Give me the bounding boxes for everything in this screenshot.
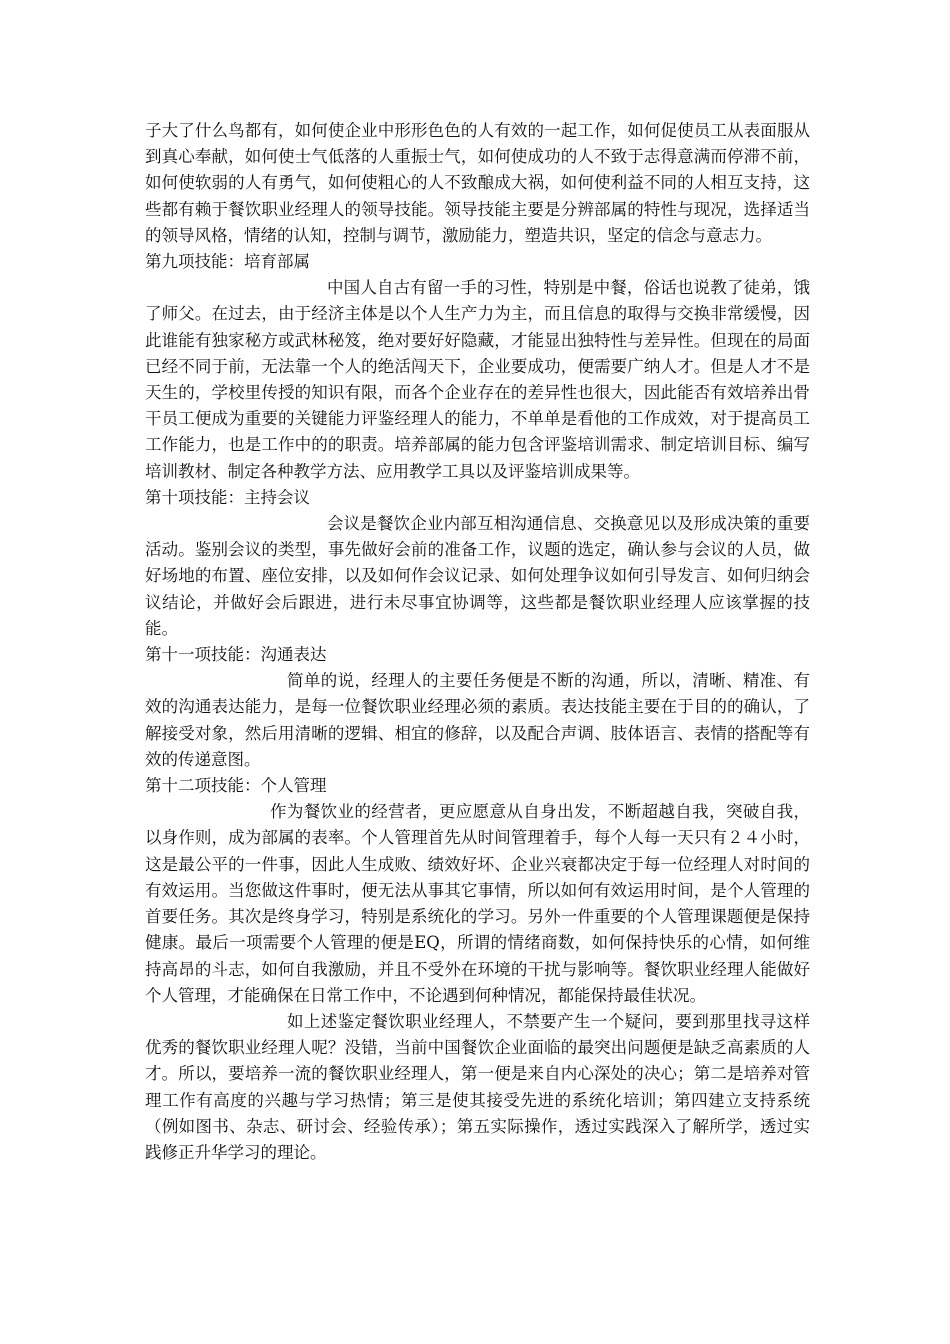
section-body-9: 中国人自古有留一手的习性，特别是中餐，俗话也说教了徒弟，饿了师父。在过去，由于经济主体是以个人生产力为主，而且信息的取得与交换非常缓慢，因此谁能有独家秘方或武林秘笈，绝对要好好隐藏，才能显出独特性与差异性。但现在的局面已经不同于前，无法靠一个人的绝活闯天下，企业要成功，便需要广纳人才。但是人才不是天生的，学校里传授的知识有限，而各个企业存在的差异性也很大，因此能否有效培养出骨干员工便成为重要的关键能力评鉴经理人的能力，不单单是看他的工作成效，对于提高员工工作能力，也是工作中的的职责。培养部属的能力包含评鉴培训需求、制定培训目标、编写培训教材、制定各种教学方法、应用教学工具以及评鉴培训成果等。 (145, 278, 810, 481)
document-page (145, 118, 810, 1166)
section-body-10: 会议是餐饮企业内部互相沟通信息、交换意见以及形成决策的重要活动。鉴别会议的类型，事先做好会前的准备工作，议题的选定，确认参与会议的人员，做好场地的布置、座位安排，以及如何作会议记录、如何处理争议如何引导发言、如何归纳会议结论，并做好会后跟进，进行未尽事宜协调等，这些都是餐饮职业经理人应该掌握的技能。 (145, 514, 810, 638)
section-heading-9: 第九项技能：培育部属 (145, 252, 310, 272)
section-heading-10: 第十项技能：主持会议 (145, 487, 310, 507)
intro-paragraph: 子大了什么鸟都有，如何使企业中形形色色的人有效的一起工作，如何促使员工从表面服从到真心奉献，如何使士气低落的人重振士气，如何使成功的人不致于志得意满而停滞不前，如何使软弱的人有勇气，如何使粗心的人不致酿成大祸，如何使利益不同的人相互支持，这些都有赖于餐饮职业经理人的领导技能。领导技能主要是分辨部属的特性与现况，选择适当的领导风格，情绪的认知，控制与调节，激励能力，塑造共识，坚定的信念与意志力。 (145, 121, 810, 245)
closing-paragraph: 如上述鉴定餐饮职业经理人，不禁要产生一个疑问，要到那里找寻这样优秀的餐饮职业经理人呢？没错，当前中国餐饮企业面临的最突出问题便是缺乏高素质的人才。所以，要培养一流的餐饮职业经理人，第一便是来自内心深处的决心；第二是培养对管理工作有高度的兴趣与学习热情；第三是使其接受先进的系统化培训；第四建立支持系统（例如图书、杂志、研讨会、经验传承）；第五实际操作，透过实践深入了解所学，透过实践修正升华学习的理论。 (145, 1011, 810, 1162)
section-heading-11: 第十一项技能：沟通表达 (145, 645, 327, 665)
section-heading-12: 第十二项技能：个人管理 (145, 776, 327, 796)
section-body-11: 简单的说，经理人的主要任务便是不断的沟通，所以，清晰、精准、有效的沟通表达能力，是每一位餐饮职业经理必须的素质。表达技能主要在于目的的确认，了解接受对象，然后用清晰的逻辑、相宜的修辞，以及配合声调、肢体语言、表情的搭配等有效的传递意图。 (145, 671, 810, 769)
section-body-12: 作为餐饮业的经营者，更应愿意从自身出发，不断超越自我，突破自我，以身作则，成为部属的表率。个人管理首先从时间管理着手，每个人每一天只有２４小时，这是最公平的一件事，因此人生成败、绩效好坏、企业兴衰都决定于每一位经理人对时间的有效运用。当您做这件事时，便无法从事其它事情，所以如何有效运用时间，是个人管理的首要任务。其次是终身学习，特别是系统化的学习。另外一件重要的个人管理课题便是保持健康。最后一项需要个人管理的便是EQ，所谓的情绪商数，如何保持快乐的心情，如何维持高昂的斗志，如何自我激励，并且不受外在环境的干扰与影响等。餐饮职业经理人能做好个人管理，才能确保在日常工作中，不论遇到何种情况，都能保持最佳状况。 (145, 802, 810, 1005)
